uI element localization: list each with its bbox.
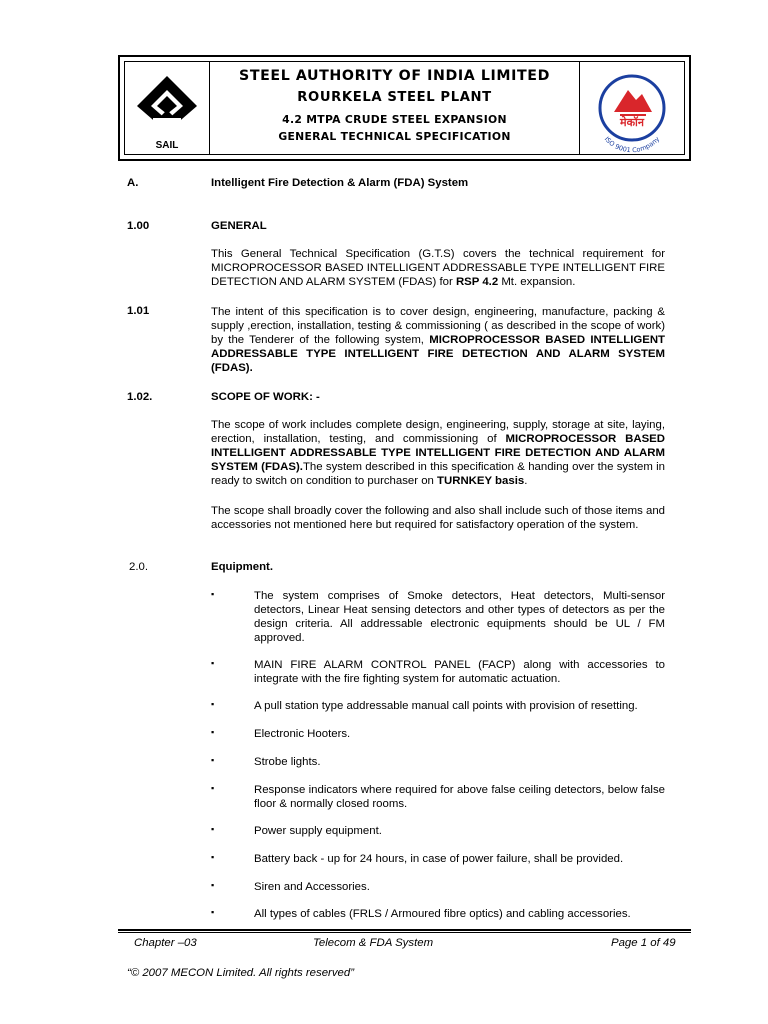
project-name: 4.2 MTPA CRUDE STEEL EXPANSION bbox=[282, 113, 507, 126]
equipment-item: A pull station type addressable manual call points with provision of resetting. bbox=[254, 700, 638, 712]
header-titles bbox=[209, 62, 580, 154]
footer-chapter: Chapter –03 bbox=[134, 937, 197, 949]
equipment-item: Battery back - up for 24 hours, in case of power failure, shall be provided. bbox=[254, 853, 624, 865]
mecon-logo-icon bbox=[584, 68, 680, 154]
equipment-item: Electronic Hooters. bbox=[254, 728, 351, 740]
clause-heading: GENERAL bbox=[211, 220, 267, 232]
bullet-marker: ▪ bbox=[211, 880, 215, 890]
scope-paragraph-2: The scope shall broadly cover the following and also shall include such of those items and accessories not mentioned here but required for satisfactory operation of the system. bbox=[211, 505, 665, 531]
document-type: GENERAL TECHNICAL SPECIFICATION bbox=[278, 130, 511, 143]
company-name: STEEL AUTHORITY OF INDIA LIMITED bbox=[239, 68, 550, 84]
mecon-logo-cell bbox=[579, 62, 684, 154]
mecon-logo-text: मेकॉन bbox=[620, 116, 644, 129]
footer-page-number: Page 1 of 49 bbox=[611, 937, 676, 949]
footer-rule bbox=[118, 929, 691, 931]
bullet-marker: ▪ bbox=[211, 658, 215, 668]
clause-heading: SCOPE OF WORK: - bbox=[211, 391, 320, 403]
plant-name: ROURKELA STEEL PLANT bbox=[297, 90, 492, 105]
equipment-item: Power supply equipment. bbox=[254, 825, 382, 837]
bullet-marker: ▪ bbox=[211, 852, 215, 862]
intent-paragraph: The intent of this specification is to cover design, engineering, manufacture, packing & supply ,erection, installation, testing & commissioning ( as described in the scope of work) by the Tenderer of the following system, MICROPROCESSOR BASED INTELLIGENT ADDRESSABLE TYPE INTELLIGENT FIRE DETECTION AND ALARM SYSTEM (FDAS). bbox=[211, 306, 665, 374]
clause-number: 1.02. bbox=[127, 391, 153, 403]
equipment-item: Siren and Accessories. bbox=[254, 881, 370, 893]
document-header bbox=[118, 55, 691, 161]
bullet-marker: ▪ bbox=[211, 755, 215, 765]
clause-heading: Equipment. bbox=[211, 561, 274, 573]
mecon-arc-text: ISO 9001 Company bbox=[602, 135, 662, 154]
clause-number: 1.01 bbox=[127, 305, 150, 317]
bullet-marker: ▪ bbox=[211, 727, 215, 737]
clause-number: 1.00 bbox=[127, 220, 150, 232]
section-letter: A. bbox=[127, 177, 139, 189]
equipment-item: MAIN FIRE ALARM CONTROL PANEL (FACP) along with accessories to integrate with the fire fighting system for automatic actuation. bbox=[254, 659, 665, 685]
scope-paragraph: The scope of work includes complete design, engineering, supply, storage at site, laying, erection, installation, testing, and commissioning of MICROPROCESSOR BASED INTELLIGENT ADDRESSABLE TYPE INTELLIGENT FIRE DETECTION AND ALARM SYSTEM (FDAS).The system described in this specification & handing over the system in ready to switch on condition to purchaser on TURNKEY basis. bbox=[211, 419, 666, 487]
footer-copyright: “© 2007 MECON Limited. All rights reserved” bbox=[127, 967, 354, 979]
bullet-marker: ▪ bbox=[211, 783, 215, 793]
equipment-item: Strobe lights. bbox=[254, 756, 321, 768]
bullet-marker: ▪ bbox=[211, 824, 215, 834]
bullet-marker: ▪ bbox=[211, 699, 215, 709]
general-paragraph: This General Technical Specification (G.T.S) covers the technical requirement for MICROPROCESSOR BASED INTELLIGENT ADDRESSABLE TYPE INTELLIGENT FIRE DETECTION AND ALARM SYSTEM (FDAS) for RSP 4.2 Mt. expansion. bbox=[211, 248, 665, 288]
bullet-marker: ▪ bbox=[211, 907, 215, 917]
clause-number: 2.0. bbox=[129, 561, 148, 573]
sail-label: SAIL bbox=[155, 140, 179, 151]
sail-logo-cell bbox=[125, 62, 210, 154]
sail-logo-icon bbox=[135, 74, 199, 134]
section-title: Intelligent Fire Detection & Alarm (FDA) System bbox=[211, 177, 469, 189]
equipment-item: Response indicators where required for above false ceiling detectors, below false floor & normally closed rooms. bbox=[254, 784, 665, 810]
footer-rule-thin bbox=[118, 932, 691, 933]
equipment-item: All types of cables (FRLS / Armoured fibre optics) and cabling accessories. bbox=[254, 908, 631, 920]
bullet-marker: ▪ bbox=[211, 589, 215, 599]
header-frame bbox=[124, 61, 685, 155]
footer-title: Telecom & FDA System bbox=[313, 937, 434, 949]
equipment-item: The system comprises of Smoke detectors, Heat detectors, Multi-sensor detectors, Linear Heat sensing detectors and other types of detectors as per the design criteria. All addressable electronic equipments should be UL / FM approved. bbox=[254, 590, 665, 644]
